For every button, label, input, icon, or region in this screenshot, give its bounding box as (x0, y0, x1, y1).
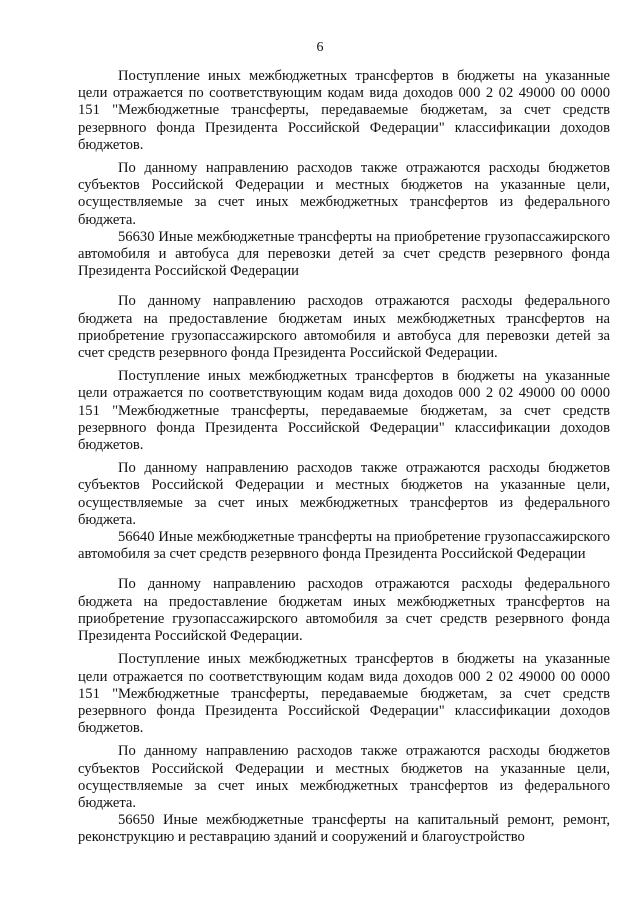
page-number: 6 (316, 40, 324, 55)
paragraph: По данному направлению расходов отражаются расходы федерального бюджета на предоставление бюджетам иных межбюджетных трансфертов на приобретение грузопассажирского автомобиля за счет средств резервного фонда Президента Российской Федерации. (78, 576, 610, 645)
paragraph: По данному направлению расходов отражаются расходы федерального бюджета на предоставление бюджетам иных межбюджетных трансфертов на приобретение грузопассажирского автомобиля и автобуса для перевозки детей за счет средств резервного фонда Президента Российской Федерации. (78, 293, 610, 362)
paragraph: Поступление иных межбюджетных трансфертов в бюджеты на указанные цели отражается по соответствующим кодам вида доходов 000 2 02 49000 00 0000 151 "Межбюджетные трансферты, передаваемые бюджетам, за счет средств резервного фонда Президента Российской Федерации" классификации доходов бюджетов. (78, 651, 610, 737)
section-heading-56630: 56630 Иные межбюджетные трансферты на приобретение грузопассажирского автомобиля и автобуса для перевозки детей за счет средств резервного фонда Президента Российской Федерации (78, 228, 610, 280)
document-body (78, 68, 610, 847)
section-heading-56650: 56650 Иные межбюджетные трансферты на капитальный ремонт, ремонт, реконструкцию и реставрацию зданий и сооружений и благоустройство (78, 812, 610, 846)
paragraph: По данному направлению расходов также отражаются расходы бюджетов субъектов Российской Федерации и местных бюджетов на указанные цели, осуществляемые за счет иных межбюджетных трансфертов из федерального бюджета. (78, 160, 610, 228)
paragraph: Поступление иных межбюджетных трансфертов в бюджеты на указанные цели отражается по соответствующим кодам вида доходов 000 2 02 49000 00 0000 151 "Межбюджетные трансферты, передаваемые бюджетам, за счет средств резервного фонда Президента Российской Федерации" классификации доходов бюджетов. (78, 68, 610, 153)
section-heading-56640: 56640 Иные межбюджетные трансферты на приобретение грузопассажирского автомобиля за счет средств резервного фонда Президента Российской Федерации (78, 529, 610, 563)
paragraph: Поступление иных межбюджетных трансфертов в бюджеты на указанные цели отражается по соответствующим кодам вида доходов 000 2 02 49000 00 0000 151 "Межбюджетные трансферты, передаваемые бюджетам, за счет средств резервного фонда Президента Российской Федерации" классификации доходов бюджетов. (78, 368, 610, 454)
paragraph: По данному направлению расходов также отражаются расходы бюджетов субъектов Российской Федерации и местных бюджетов на указанные цели, осуществляемые за счет иных межбюджетных трансфертов из федерального бюджета. (78, 460, 610, 528)
paragraph: По данному направлению расходов также отражаются расходы бюджетов субъектов Российской Федерации и местных бюджетов на указанные цели, осуществляемые за счет иных межбюджетных трансфертов из федерального бюджета. (78, 743, 610, 811)
